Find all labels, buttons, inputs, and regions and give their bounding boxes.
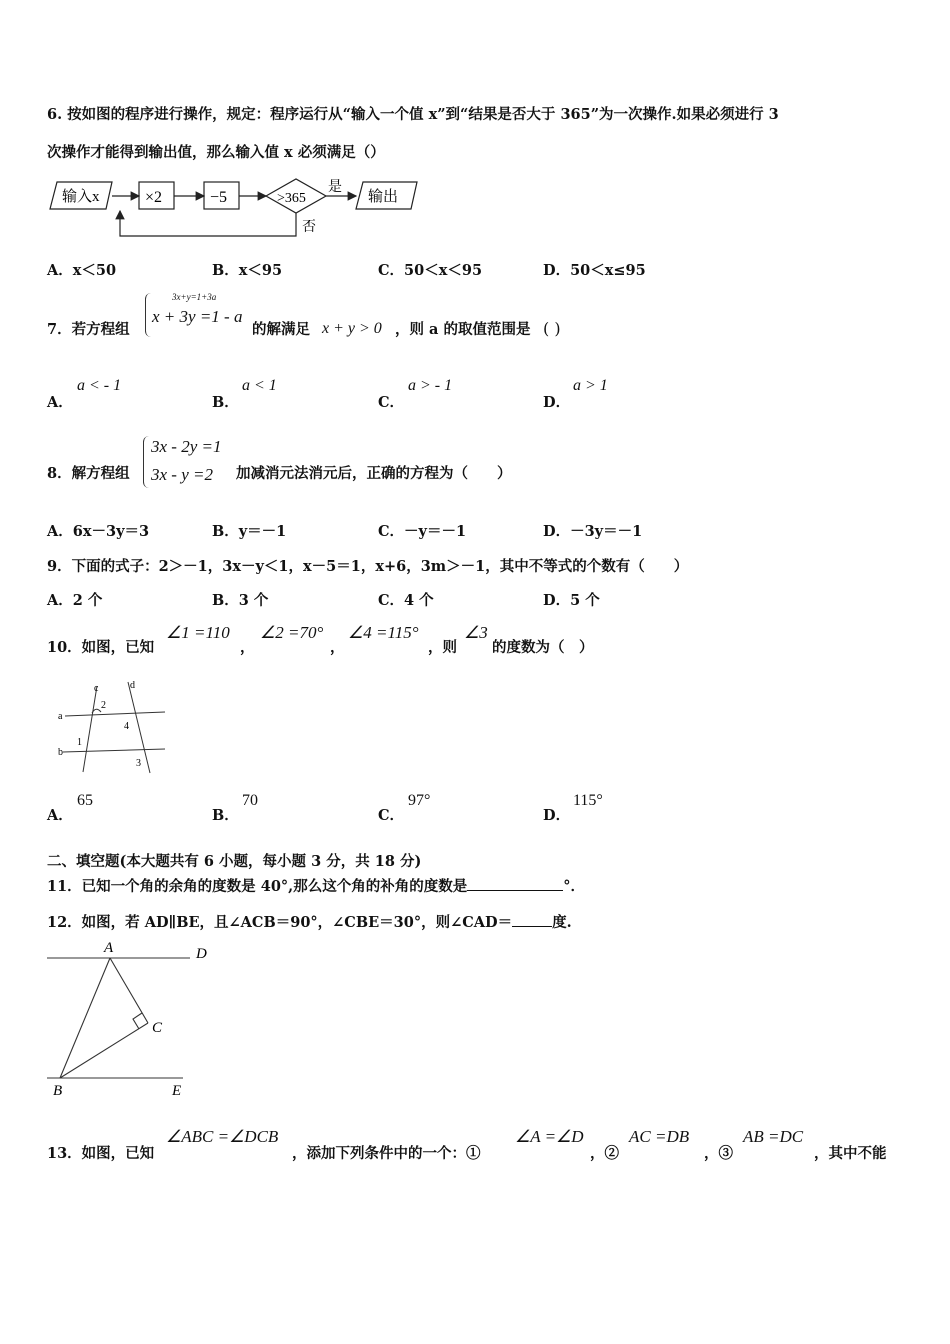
flow-no-label: 否 bbox=[302, 220, 316, 235]
q13-sep2: ，② bbox=[590, 1145, 619, 1162]
q7-mid: 的解满足 bbox=[252, 321, 310, 338]
fig12-label-c: C bbox=[152, 1020, 163, 1036]
q7-option-b: a < 1 bbox=[242, 377, 277, 394]
q7-label-d: D． bbox=[543, 394, 571, 411]
q10-then: ，则 bbox=[428, 639, 457, 656]
q12-text: 12．如图，若 AD∥BE，且∠ACB＝90°，∠CBE＝30°，则∠CAD＝ bbox=[47, 914, 513, 931]
q9-option-c: C．4 个 bbox=[378, 592, 434, 609]
q13-cond2: AC =DB bbox=[629, 1127, 690, 1146]
fig12-label-b: B bbox=[53, 1083, 63, 1099]
q10-comma1: ， bbox=[240, 639, 255, 656]
segment-ac bbox=[110, 958, 148, 1023]
q7-option-c: a > - 1 bbox=[408, 377, 453, 394]
fig10-label-d: d bbox=[130, 680, 135, 691]
q12-tail: 度. bbox=[552, 914, 572, 931]
q8-eq-bottom: 3x - y =2 bbox=[151, 465, 213, 484]
q13-mid: ，添加下列条件中的一个：① bbox=[292, 1145, 481, 1162]
section2-heading: 二、填空题(本大题共有 6 小题，每小题 3 分，共 18 分) bbox=[47, 853, 422, 870]
q6-option-a: A．x＜50 bbox=[47, 262, 117, 279]
right-angle-mark bbox=[133, 1013, 142, 1029]
flow-input-label: 输入x bbox=[62, 189, 100, 205]
q10-label-a: A． bbox=[47, 807, 73, 824]
q7-option-a: a < - 1 bbox=[77, 377, 122, 394]
q10-label-d: D． bbox=[543, 807, 571, 824]
q13-given: ∠ABC =∠DCB bbox=[166, 1127, 279, 1146]
fig10-label-1: 1 bbox=[77, 737, 82, 748]
q10-option-d: 115° bbox=[573, 792, 603, 809]
q6-option-c: C．50＜x＜95 bbox=[378, 262, 483, 279]
flow-output-label: 输出 bbox=[368, 189, 399, 205]
fig12-label-e: E bbox=[172, 1083, 182, 1099]
flow-times-label: ×2 bbox=[145, 189, 163, 206]
q6-line1: 6. 按如图的程序进行操作，规定：程序运行从“输入一个值 x”到“结果是否大于 365”为一次操作.如果必须进行 3 bbox=[47, 106, 779, 123]
fig12-label-a: A bbox=[104, 940, 114, 956]
q10-label-b: B． bbox=[212, 807, 239, 824]
q10-option-a: 65 bbox=[77, 792, 93, 809]
fig10-label-c: c bbox=[94, 683, 99, 694]
fig10-label-b: b bbox=[58, 747, 63, 758]
fig10-label-2: 2 bbox=[101, 700, 106, 711]
q10-prefix: 10．如图，已知 bbox=[47, 639, 155, 656]
q7-prefix: 7．若方程组 bbox=[47, 321, 130, 338]
q9-text: 9．下面的式子：2＞－1，3x－y＜1，x－5＝1，x+6，3m＞－1，其中不等式的个数有（ ） bbox=[47, 558, 689, 575]
q10-option-c: 97° bbox=[408, 792, 431, 809]
q13-cond1: ∠A =∠D bbox=[515, 1127, 584, 1146]
q7-label-c: C． bbox=[378, 394, 405, 411]
q10-angle1: ∠1 =110 bbox=[166, 623, 230, 642]
q10-label-c: C． bbox=[378, 807, 405, 824]
q7-label-b: B． bbox=[212, 394, 239, 411]
q10-angle3: ∠3 bbox=[464, 623, 488, 642]
q9-option-b: B．3 个 bbox=[212, 592, 269, 609]
q7-paren: ( ) bbox=[543, 319, 561, 338]
q8-option-c: C．－y＝－1 bbox=[378, 523, 467, 540]
q13-sep3: ，③ bbox=[704, 1145, 733, 1162]
q8-suffix: 加减消元法消元后，正确的方程为（ ） bbox=[236, 465, 512, 482]
q9-option-d: D．5 个 bbox=[543, 592, 600, 609]
fig10-label-a: a bbox=[58, 711, 63, 722]
fig12-label-d: D bbox=[196, 946, 207, 962]
q11-text: 11．已知一个角的余角的度数是 40°,那么这个角的补角的度数是 bbox=[47, 878, 468, 895]
q7-eq-top: 3x+y=1+3a bbox=[172, 292, 217, 302]
q10-angle2: ∠2 =70° bbox=[260, 623, 324, 642]
q13-suffix: ，其中不能 bbox=[814, 1145, 887, 1162]
q6-option-b: B．x＜95 bbox=[212, 262, 283, 279]
q13-cond3: AB =DC bbox=[743, 1127, 804, 1146]
q8-option-d: D．－3y＝－1 bbox=[543, 523, 643, 540]
q10-comma2: ， bbox=[330, 639, 345, 656]
q11-tail: °． bbox=[563, 878, 585, 895]
q8-option-b: B．y＝－1 bbox=[212, 523, 287, 540]
q7-label-a: A． bbox=[47, 394, 73, 411]
flow-compare-label: >365 bbox=[277, 191, 306, 206]
q10-angle4: ∠4 =115° bbox=[348, 623, 419, 642]
flow-yes-label: 是 bbox=[328, 180, 342, 195]
segment-bc bbox=[60, 1023, 148, 1078]
q8-eq-top: 3x - 2y =1 bbox=[151, 437, 222, 456]
q8-prefix: 8．解方程组 bbox=[47, 465, 130, 482]
q9-option-a: A．2 个 bbox=[47, 592, 103, 609]
q6-option-d: D．50＜x≤95 bbox=[543, 262, 646, 279]
q7-cond: x + y > 0 bbox=[322, 320, 382, 337]
q6-line2: 次操作才能得到输出值，那么输入值 x 必须满足（） bbox=[47, 144, 385, 161]
q10-suffix: 的度数为（ ） bbox=[492, 639, 594, 656]
segment-ab bbox=[60, 958, 110, 1078]
q13-prefix: 13．如图，已知 bbox=[47, 1145, 155, 1162]
q7-suffix: ，则 a 的取值范围是 bbox=[395, 321, 531, 338]
fig10-label-4: 4 bbox=[124, 721, 129, 732]
q7-option-d: a > 1 bbox=[573, 377, 608, 394]
q10-option-b: 70 bbox=[242, 792, 258, 809]
q7-eq-bottom: x + 3y =1 - a bbox=[152, 307, 243, 326]
q8-option-a: A．6x－3y＝3 bbox=[47, 523, 150, 540]
flow-minus-label: −5 bbox=[210, 189, 228, 206]
fig10-label-3: 3 bbox=[136, 758, 141, 769]
